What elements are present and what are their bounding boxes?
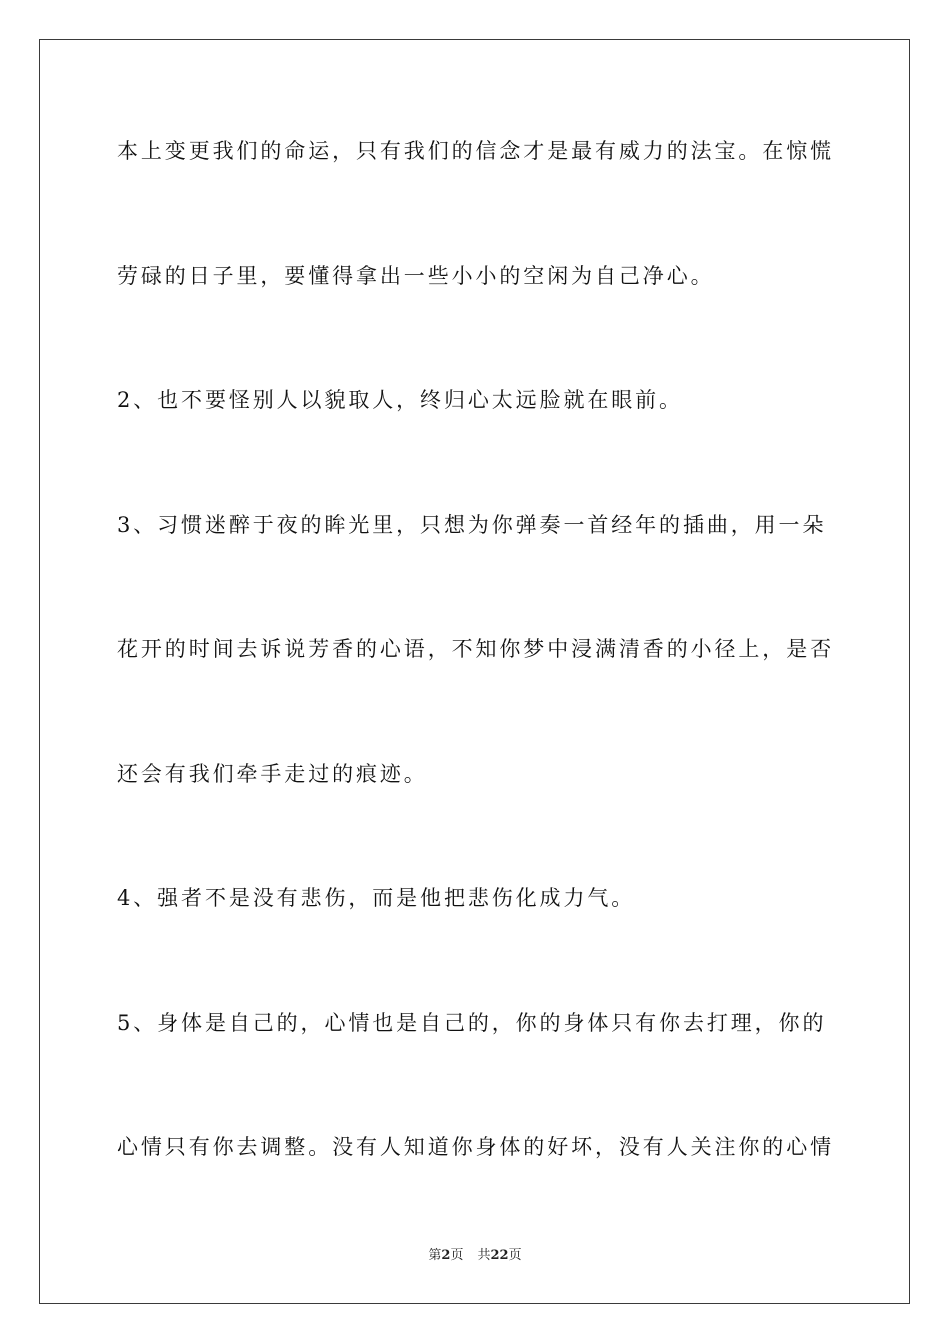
page-prefix: 第 xyxy=(428,1248,442,1263)
text-line: 劳碌的日子里，要懂得拿出一些小小的空闲为自己净心。 xyxy=(117,264,715,288)
total-suffix: 页 xyxy=(508,1248,522,1263)
text-line: 本上变更我们的命运，只有我们的信念才是最有威力的法宝。在惊慌 xyxy=(117,139,834,163)
text-line: 心情只有你去调整。没有人知道你身体的好坏，没有人关注你的心情 xyxy=(117,1135,834,1159)
text-line: 还会有我们牵手走过的痕迹。 xyxy=(117,762,428,786)
page-suffix: 页 xyxy=(450,1248,464,1263)
page-number: 2 xyxy=(441,1248,451,1263)
text-line: 5、身体是自己的，心情也是自己的，你的身体只有你去打理，你的 xyxy=(117,1011,827,1035)
page-footer xyxy=(0,1247,950,1265)
page-border xyxy=(39,39,910,1304)
total-prefix: 共 xyxy=(477,1248,491,1263)
total-pages: 22 xyxy=(490,1248,509,1263)
text-line: 花开的时间去诉说芳香的心语，不知你梦中浸满清香的小径上，是否 xyxy=(117,637,834,661)
text-line: 4、强者不是没有悲伤，而是他把悲伤化成力气。 xyxy=(117,886,636,910)
text-line: 2、也不要怪别人以貌取人，终归心太远脸就在眼前。 xyxy=(117,388,683,412)
text-line: 3、习惯迷醉于夜的眸光里，只想为你弹奏一首经年的插曲，用一朵 xyxy=(117,513,827,537)
